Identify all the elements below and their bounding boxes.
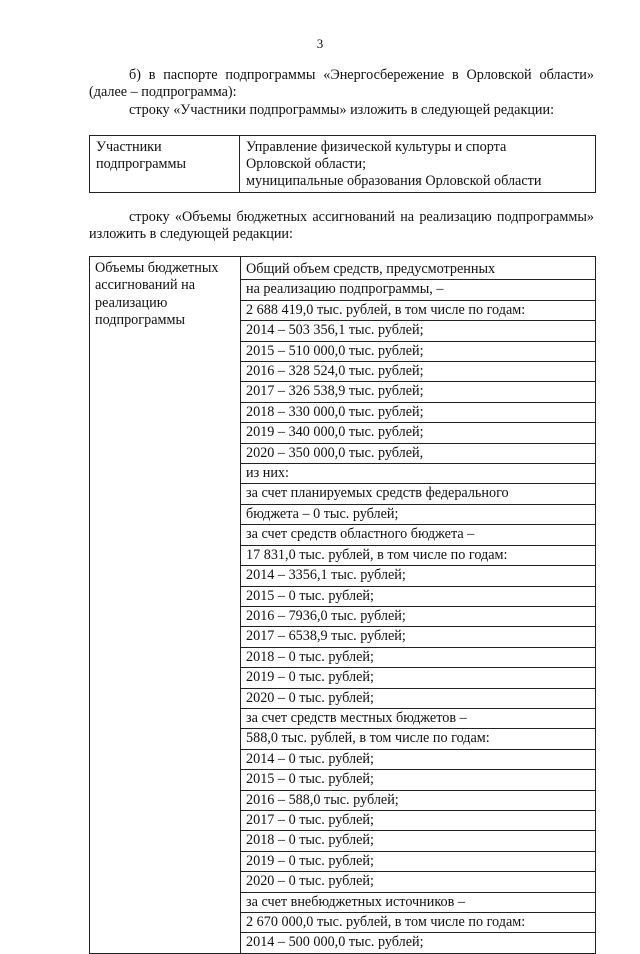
budget-line: 2015 – 0 тыс. рублей; bbox=[241, 586, 595, 606]
participants-label-cell: Участники подпрограммы bbox=[90, 136, 240, 193]
table-row bbox=[90, 257, 596, 954]
budget-line: Общий объем средств, предусмотренных bbox=[246, 261, 496, 277]
budget-line: 2014 – 500 000,0 тыс. рублей; bbox=[241, 932, 595, 952]
budget-table bbox=[89, 256, 596, 954]
budget-line: из них: bbox=[241, 463, 595, 483]
table-row bbox=[90, 136, 596, 193]
budget-label-cell: Объемы бюджетных ассигнований на реализацию подпрограммы bbox=[90, 257, 241, 954]
paragraph-participants-instruction: строку «Участники подпрограммы» изложить в следующей редакции: bbox=[129, 102, 555, 118]
paragraph-budget-instruction: строку «Объемы бюджетных ассигнований на реализацию подпрограммы» изложить в следующей редакции: bbox=[89, 209, 594, 242]
budget-line: бюджета – 0 тыс. рублей; bbox=[241, 504, 595, 524]
budget-line: 2020 – 0 тыс. рублей; bbox=[241, 871, 595, 891]
participants-table bbox=[89, 135, 596, 193]
participants-value-cell bbox=[240, 136, 596, 193]
budget-line: за счет средств местных бюджетов – bbox=[241, 708, 595, 728]
budget-line: 2017 – 6538,9 тыс. рублей; bbox=[241, 626, 595, 646]
budget-value-cell bbox=[241, 257, 596, 954]
budget-line: 2016 – 588,0 тыс. рублей; bbox=[241, 790, 595, 810]
budget-line: за счет средств областного бюджета – bbox=[241, 524, 595, 544]
budget-line: 2020 – 350 000,0 тыс. рублей, bbox=[241, 443, 595, 463]
budget-line: 2019 – 0 тыс. рублей; bbox=[241, 667, 595, 687]
budget-line: 2014 – 3356,1 тыс. рублей; bbox=[241, 565, 595, 585]
participants-line: муниципальные образования Орловской области bbox=[246, 173, 542, 190]
page-number: 3 bbox=[316, 36, 324, 51]
participants-line: Управление физической культуры и спорта bbox=[246, 139, 507, 155]
budget-line: за счет внебюджетных источников – bbox=[241, 892, 595, 912]
budget-line: на реализацию подпрограммы, – bbox=[241, 279, 595, 299]
budget-line: 2017 – 326 538,9 тыс. рублей; bbox=[241, 381, 595, 401]
budget-line: 2018 – 330 000,0 тыс. рублей; bbox=[241, 402, 595, 422]
budget-line: 2014 – 503 356,1 тыс. рублей; bbox=[241, 320, 595, 340]
budget-line: 2 670 000,0 тыс. рублей, в том числе по годам: bbox=[241, 912, 595, 932]
budget-line: 2015 – 510 000,0 тыс. рублей; bbox=[241, 341, 595, 361]
budget-line: 2018 – 0 тыс. рублей; bbox=[241, 647, 595, 667]
budget-line: за счет планируемых средств федерального bbox=[241, 483, 595, 503]
budget-line: 2017 – 0 тыс. рублей; bbox=[241, 810, 595, 830]
budget-line: 2019 – 340 000,0 тыс. рублей; bbox=[241, 422, 595, 442]
budget-line: 2020 – 0 тыс. рублей; bbox=[241, 688, 595, 708]
budget-line: 17 831,0 тыс. рублей, в том числе по годам: bbox=[241, 545, 595, 565]
budget-line: 2014 – 0 тыс. рублей; bbox=[241, 749, 595, 769]
budget-line: 2015 – 0 тыс. рублей; bbox=[241, 769, 595, 789]
budget-line: 2 688 419,0 тыс. рублей, в том числе по годам: bbox=[241, 300, 595, 320]
budget-line: 2018 – 0 тыс. рублей; bbox=[241, 830, 595, 850]
budget-line: 2016 – 328 524,0 тыс. рублей; bbox=[241, 361, 595, 381]
paragraph-intro: б) в паспорте подпрограммы «Энергосбережение в Орловской области» (далее – подпрограмма): bbox=[89, 67, 594, 100]
participants-line: Орловской области; bbox=[246, 156, 367, 173]
budget-line: 2016 – 7936,0 тыс. рублей; bbox=[241, 606, 595, 626]
budget-line: 588,0 тыс. рублей, в том числе по годам: bbox=[241, 728, 595, 748]
budget-line: 2019 – 0 тыс. рублей; bbox=[241, 851, 595, 871]
